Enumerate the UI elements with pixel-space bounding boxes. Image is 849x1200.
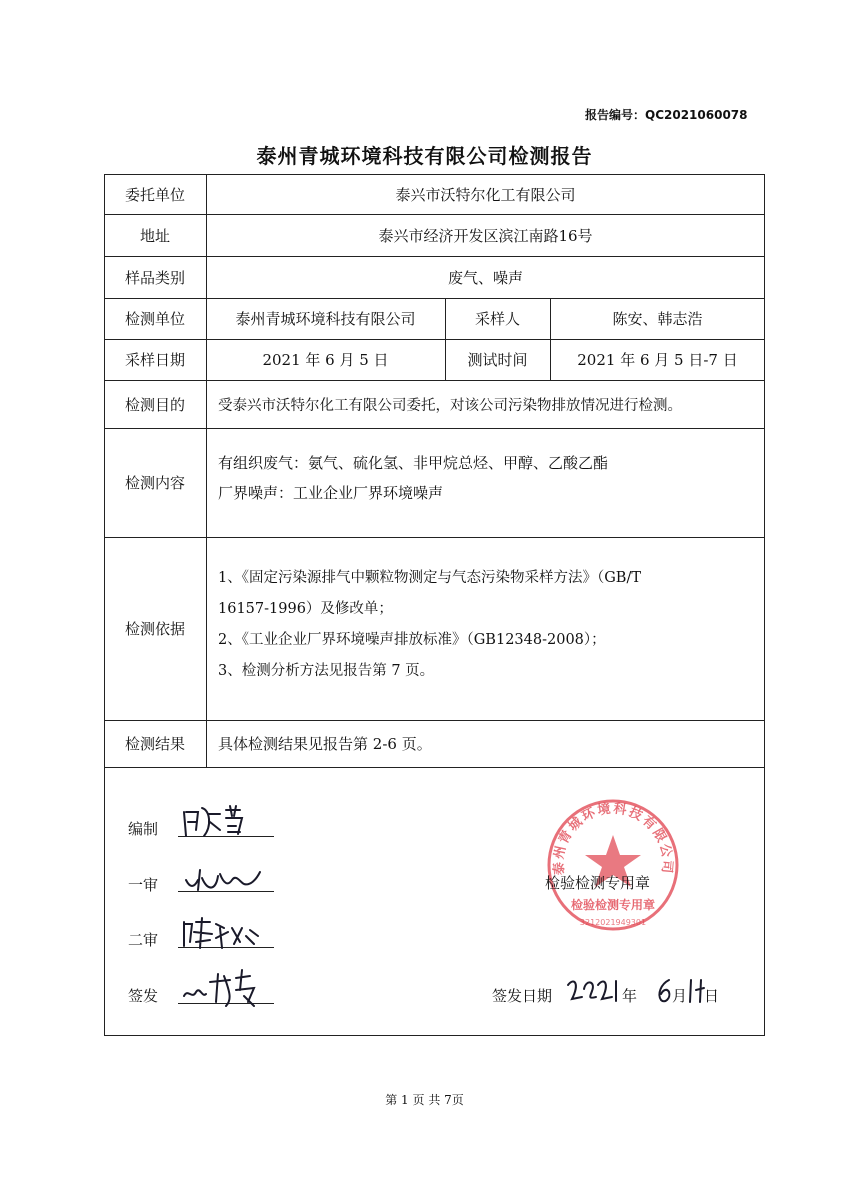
test-time-label: 测试时间	[467, 351, 528, 369]
seal-stamp	[543, 795, 683, 935]
issuer-signature	[180, 966, 275, 1008]
issue-date-month-suffix: 月	[672, 987, 688, 1005]
content-line: 厂界噪声：工业企业厂界环境噪声	[218, 484, 444, 502]
address-value: 泰兴市经济开发区滨江南路16号	[378, 226, 593, 245]
sampling-date-label: 采样日期	[124, 351, 185, 369]
basis-text	[218, 563, 763, 687]
basis-line: 1、《固定污染源排气中颗粒物测定与气态污染物采样方法》（GB/T	[218, 570, 642, 586]
test-unit-label: 检测单位	[124, 310, 185, 328]
basis-line: 2、《工业企业厂界环境噪声排放标准》（GB12348-2008）；	[218, 632, 606, 648]
stamp-label: 检验检测专用章	[545, 874, 651, 892]
seal-number: 3212021949301	[579, 918, 647, 927]
row-divider	[104, 767, 765, 768]
sampler-value: 陈安、韩志浩	[612, 310, 703, 328]
report-number: 报告编号：QC2021060078	[585, 108, 748, 122]
content-label: 检测内容	[124, 474, 185, 492]
page-footer: 第 1 页 共 7页	[385, 1093, 464, 1107]
result-value: 具体检测结果见报告第 2-6 页。	[218, 735, 432, 753]
issue-date-label: 签发日期	[492, 987, 553, 1005]
compiler-signature	[180, 800, 275, 840]
basis-line: 3、检测分析方法见报告第 7 页。	[218, 663, 435, 679]
sample-type-label: 样品类别	[124, 268, 185, 287]
issue-date-day-suffix: 日	[704, 987, 720, 1005]
purpose-label: 检测目的	[124, 395, 185, 414]
sampling-date-value: 2021 年 6 月 5 日	[262, 351, 389, 369]
first-review-label: 一审	[128, 876, 159, 894]
content-text	[218, 448, 758, 508]
compile-label: 编制	[128, 820, 159, 838]
content-line: 有组织废气：氨气、硫化氢、非甲烷总烃、甲醇、乙酸乙酯	[218, 454, 609, 472]
seal-ring-text: 泰州青城环境科技有限公司	[551, 801, 675, 876]
basis-line: 16157-1996）及修改单；	[218, 601, 393, 617]
second-reviewer-signature	[180, 914, 275, 952]
sample-type-value: 废气、噪声	[447, 268, 523, 287]
purpose-value: 受泰兴市沃特尔化工有限公司委托，对该公司污染物排放情况进行检测。	[218, 397, 682, 414]
client-value: 泰兴市沃特尔化工有限公司	[395, 185, 576, 204]
address-label: 地址	[139, 226, 170, 245]
first-reviewer-signature	[180, 862, 275, 896]
client-label: 委托单位	[124, 185, 185, 204]
test-time-value: 2021 年 6 月 5 日-7 日	[577, 351, 738, 369]
issue-label: 签发	[128, 987, 159, 1005]
handwritten-year	[566, 975, 624, 1005]
basis-label: 检测依据	[124, 620, 185, 638]
issue-date-year-suffix: 年	[622, 987, 638, 1005]
test-unit-value: 泰州青城环境科技有限公司	[235, 310, 416, 328]
page-title: 泰州青城环境科技有限公司检测报告	[256, 144, 593, 168]
second-review-label: 二审	[128, 931, 159, 949]
seal-inner-text: 检验检测专用章	[570, 898, 656, 912]
sampler-label: 采样人	[474, 310, 520, 328]
result-label: 检测结果	[124, 735, 185, 753]
